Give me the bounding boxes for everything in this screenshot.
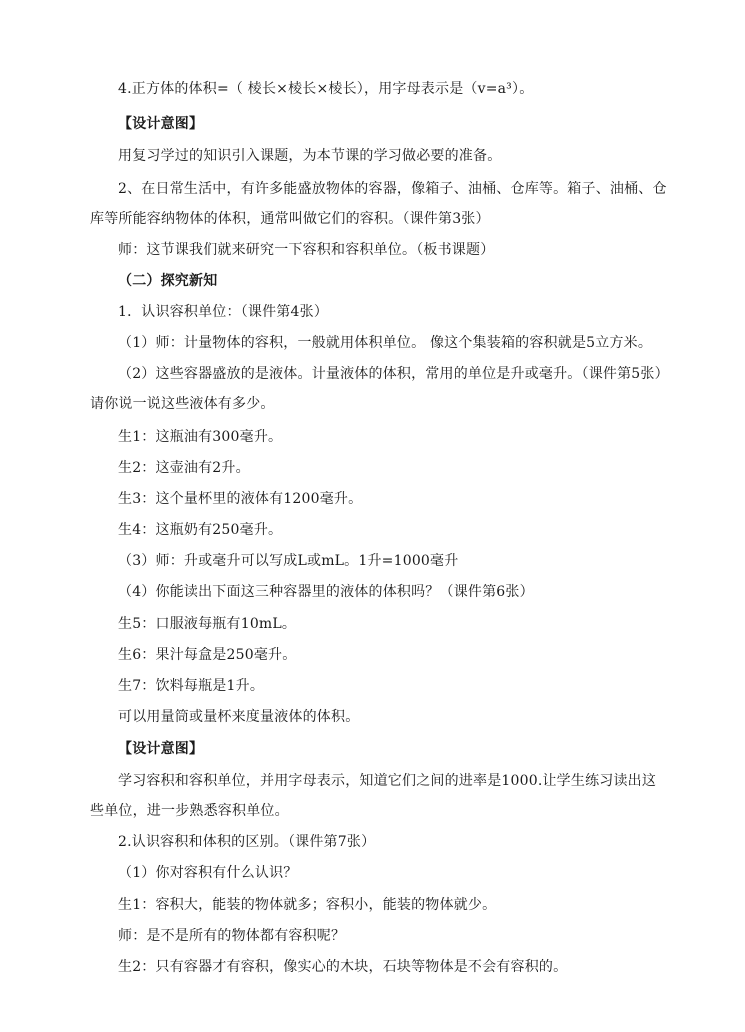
paragraph-measure-liquid: 可以用量筒或量杯来度量液体的体积。 bbox=[118, 709, 360, 725]
teacher-question: 师：是不是所有的物体都有容积呢？ bbox=[118, 928, 346, 944]
student-line-4: 生4：这瓶奶有250毫升。 bbox=[118, 522, 283, 538]
paragraph-item-2: （2）这些容器盛放的是液体。计量液体的体积，常用的单位是升或毫升。（课件第5张） bbox=[118, 366, 669, 382]
paragraph-know-units: 1．认识容积单位：（课件第4张） bbox=[118, 304, 329, 320]
student-line-2: 生2：这壶油有2升。 bbox=[118, 460, 250, 476]
paragraph-capacity-vs-volume: 2.认识容积和体积的区别。（课件第7张） bbox=[118, 834, 376, 850]
student-line-5: 生5：口服液每瓶有10mL。 bbox=[118, 616, 297, 632]
paragraph-containers-cont: 库等所能容纳物体的体积，通常叫做它们的容积。（课件第3张） bbox=[90, 211, 490, 227]
heading-design-intent: 【设计意图】 bbox=[118, 116, 204, 132]
paragraph-containers: 2、在日常生活中，有许多能盛放物体的容器，像箱子、油桶、仓库等。箱子、油桶、仓 bbox=[118, 181, 667, 197]
paragraph-cube-volume: 4.正方体的体积=（ 棱长×棱长×棱长），用字母表示是（v=a³）。 bbox=[118, 81, 534, 97]
paragraph-item-2-cont: 请你说一说这些液体有多少。 bbox=[90, 396, 275, 412]
student-line-3: 生3：这个量杯里的液体有1200毫升。 bbox=[118, 491, 363, 507]
paragraph-question-1: （1）你对容积有什么认识？ bbox=[118, 865, 298, 881]
paragraph-teacher-topic: 师：这节课我们就来研究一下容积和容积单位。（板书课题） bbox=[118, 242, 495, 258]
student-line-1: 生1：这瓶油有300毫升。 bbox=[118, 429, 283, 445]
paragraph-item-1: （1）师：计量物体的容积，一般就用体积单位。 像这个集装箱的容积就是5立方米。 bbox=[118, 335, 653, 351]
student-line-6: 生6：果汁每盒是250毫升。 bbox=[118, 647, 297, 663]
student-line-7: 生7：饮料每瓶是1升。 bbox=[118, 678, 265, 694]
student-answer-1: 生1：容积大，能装的物体就多；容积小，能装的物体就少。 bbox=[118, 897, 497, 913]
paragraph-learn-units-cont: 些单位，进一步熟悉容积单位。 bbox=[90, 803, 289, 819]
paragraph-review-intro: 用复习学过的知识引入课题，为本节课的学习做必要的准备。 bbox=[118, 148, 502, 164]
heading-design-intent-2: 【设计意图】 bbox=[118, 741, 204, 757]
paragraph-item-4: （4）你能读出下面这三种容器里的液体的体积吗？（课件第6张） bbox=[118, 584, 534, 600]
student-answer-2: 生2：只有容器才有容积，像实心的木块，石块等物体是不会有容积的。 bbox=[118, 959, 568, 975]
paragraph-item-3: （3）师：升或毫升可以写成L或mL。1升=1000毫升 bbox=[118, 553, 459, 569]
heading-explore-new: （二）探究新知 bbox=[118, 273, 218, 289]
paragraph-learn-units: 学习容积和容积单位，并用字母表示，知道它们之间的进率是1000.让学生练习读出这 bbox=[118, 773, 657, 789]
